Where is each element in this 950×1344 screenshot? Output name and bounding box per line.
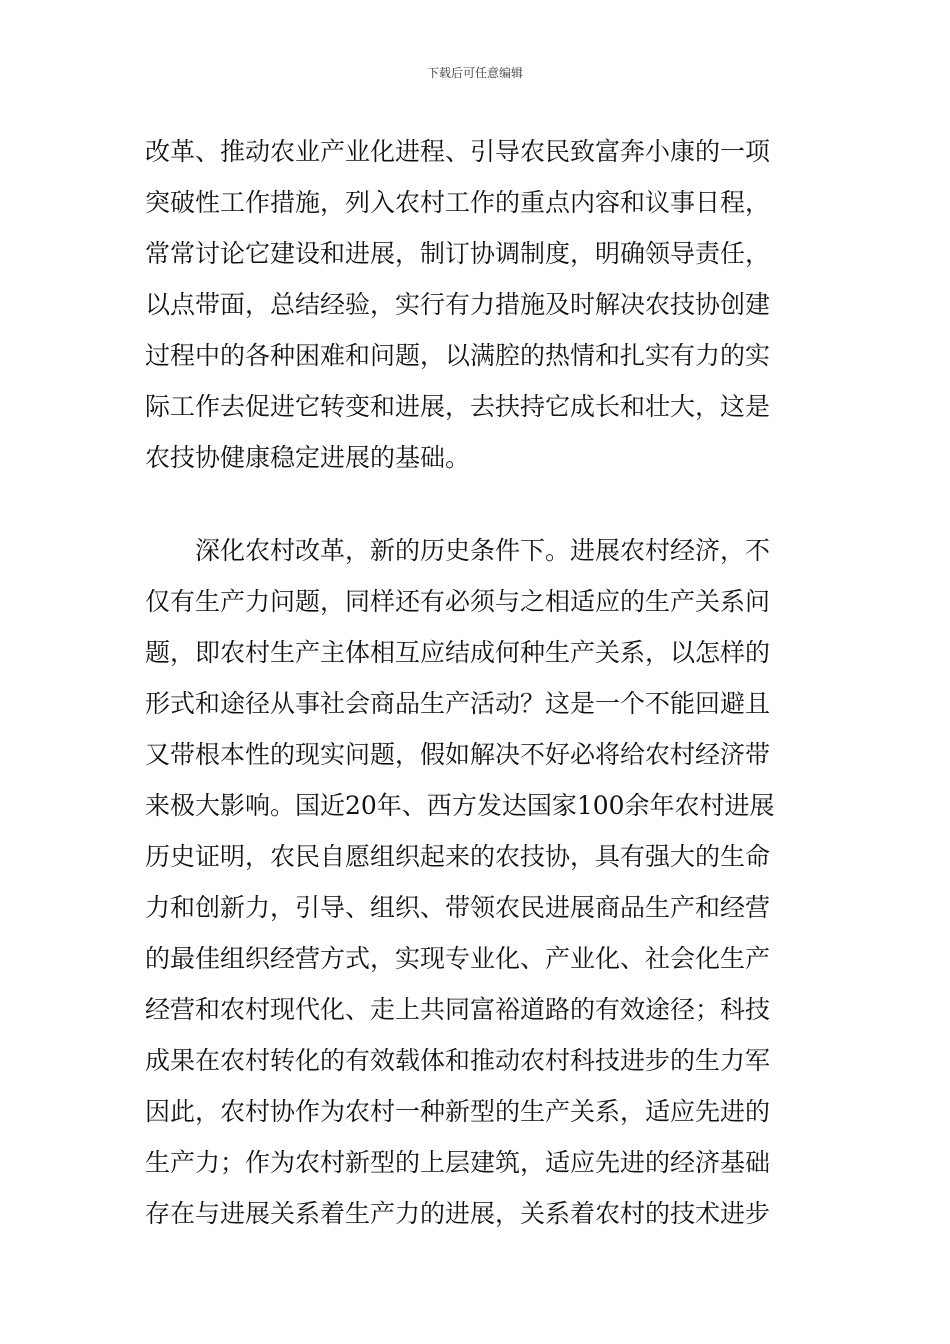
text-line: 存在与进展关系着生产力的进展，关系着农村的技术进步 bbox=[145, 1199, 771, 1228]
text-line: 来极大影响。国近20年、西方发达国家100余年农村进展 bbox=[145, 791, 775, 820]
text-line: 过程中的各种困难和问题，以满腔的热情和扎实有力的实 bbox=[145, 341, 771, 370]
text-line: 际工作去促进它转变和进展，去扶持它成长和壮大，这是 bbox=[145, 392, 771, 421]
text-line: 又带根本性的现实问题，假如解决不好必将给农村经济带 bbox=[145, 740, 771, 769]
text-line: 以点带面，总结经验，实行有力措施及时解决农技协创建 bbox=[145, 290, 771, 319]
text-line: 常常讨论它建设和进展，制订协调制度，明确领导责任， bbox=[145, 239, 771, 268]
text-line: 突破性工作措施，列入农村工作的重点内容和议事日程， bbox=[145, 188, 771, 217]
text-line: 经营和农村现代化、走上共同富裕道路的有效途径；科技 bbox=[145, 995, 771, 1024]
text-line: 题，即农村生产主体相互应结成何种生产关系，以怎样的 bbox=[145, 638, 771, 667]
text-line: 形式和途径从事社会商品生产活动？这是一个不能回避且 bbox=[145, 689, 771, 718]
page-header: 下载后可任意编辑 bbox=[426, 66, 523, 80]
paragraph-2 bbox=[145, 525, 810, 1239]
text-line: 改革、推动农业产业化进程、引导农民致富奔小康的一项 bbox=[145, 137, 771, 166]
text-line: 因此，农村协作为农村一种新型的生产关系，适应先进的 bbox=[145, 1097, 771, 1126]
text-line: 力和创新力，引导、组织、带领农民进展商品生产和经营 bbox=[145, 893, 771, 922]
text-line: 深化农村改革，新的历史条件下。进展农村经济，不 bbox=[145, 536, 771, 565]
text-line: 生产力；作为农村新型的上层建筑，适应先进的经济基础 bbox=[145, 1148, 771, 1177]
paragraph-1 bbox=[145, 126, 810, 483]
text-line: 农技协健康稳定进展的基础。 bbox=[145, 443, 471, 472]
text-line: 成果在农村转化的有效载体和推动农村科技进步的生力军 bbox=[145, 1046, 771, 1075]
text-line: 的最佳组织经营方式，实现专业化、产业化、社会化生产 bbox=[145, 944, 771, 973]
text-line: 历史证明，农民自愿组织起来的农技协，具有强大的生命 bbox=[145, 842, 771, 871]
text-line: 仅有生产力问题，同样还有必须与之相适应的生产关系问 bbox=[145, 587, 771, 616]
